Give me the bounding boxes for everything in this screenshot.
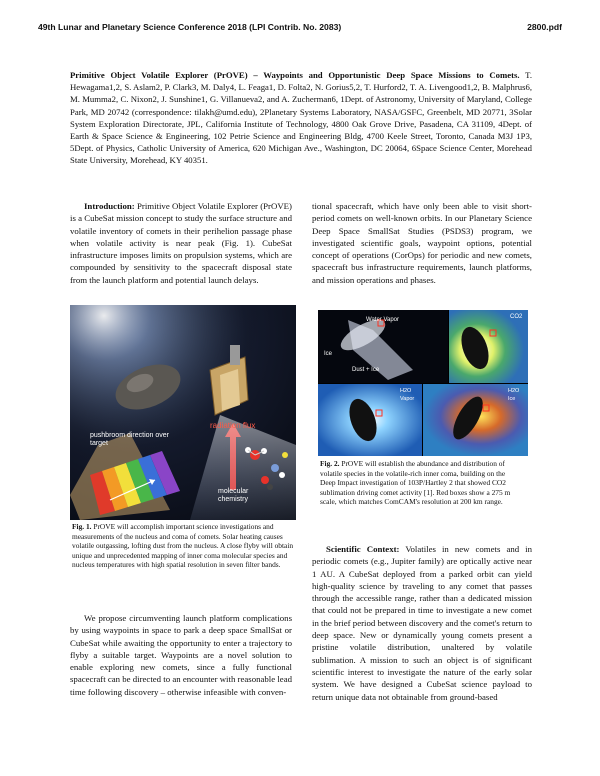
pushbroom-label: pushbroom direction over target <box>90 432 169 447</box>
h2o-vapor-label: H2O Vapor <box>400 388 415 402</box>
figure-2-image <box>318 310 528 456</box>
conference-title: 49th Lunar and Planetary Science Conference 2018 (LPI Contrib. No. 2083) <box>38 22 342 32</box>
right-intro-paragraph <box>312 200 532 286</box>
figure-1-caption <box>72 522 294 570</box>
intro-text: Primitive Object Volatile Explorer (PrOVE) is a CubeSat mission concept to study the surface structure and volatile inventory of comets in their perihelion passage phase when volatile activity is near peak (Fig. 1). CubeSat infrastructure imposes limits on propulsion systems, which are compounded by sensitivity to the spacecraft disposal state from the launch platform and potential launch delays. <box>70 201 292 285</box>
context-text: Volatiles in new comets and in periodic comets (e.g., Jupiter family) are optically active near 1 AU. A CubeSat deployed from a parked orbit can yield high-quality science by traveling to any comet that passes through the accessible range, rather than a dedicated mission that could not be prepared in time to investigate a new comet in the brief period between discovery and the comet's return to deep space. New or dynamically young comets present a pristine volatile distribution, unaltered by volatile sublimation. A mission to such an object is of significant scientific interest to investigate the nature of the early solar system. We have designed a CubeSat science payload to return unique data not obtainable from ground-based <box>312 544 533 702</box>
paper-title: Primitive Object Volatile Explorer (PrOVE) – Waypoints and Opportunistic Deep Space Missions to Comets. <box>70 70 520 80</box>
document-id: 2800.pdf <box>527 22 562 32</box>
figure-2-caption <box>320 459 520 507</box>
title-block <box>70 69 532 167</box>
page-header <box>38 22 562 32</box>
water-vapor-label: Water Vapor <box>366 317 400 323</box>
figure-2-caption-label: Fig. 2. <box>320 459 340 468</box>
intro-paragraph <box>70 200 292 286</box>
intro-heading: Introduction: <box>84 201 135 211</box>
co2-label: CO2 <box>510 314 523 320</box>
figure-2-panels <box>318 310 528 456</box>
figure-2-caption-text: PrOVE will establish the abundance and distribution of volatile species in the volatile-rich inner coma, building on the Deep Impact investigation of 103P/Hartley 2 that showed CO2 sublimation driving comet activity [1]. Red boxes show a 275 m scale, which matches ComCAM's resolution at 200 km range. <box>320 459 511 507</box>
waypoints-paragraph <box>70 612 292 698</box>
h2o-ice-label: H2O Ice <box>508 388 520 402</box>
figure-1-caption-text: PrOVE will accomplish important science investigations and measurements of the nucleus and coma of comets. Solar heating causes volatile outgassing, lofting dust from the nucleus. A close flyby will obtain unique and unprecedented mapping of inner coma molecular species and nucleus temperatures with high spatial resolution in seven filter bands. <box>72 522 294 570</box>
context-heading: Scientific Context: <box>326 544 400 554</box>
dust-ice-label: Dust + Ice <box>352 367 380 373</box>
author-list: T. Hewagama1,2, S. Aslam2, P. Clark3, M. Daly4, L. Feaga1, D. Folta2, N. Gorius5,2, T. Hurford2, T. A. Livengood1,2, B. Malphrus6, M. Mumma2, C. Nixon2, J. Sunshine1, G. Villanueva2, and A. Zucherman6, 1Dept. of Astronomy, University of Maryland, College Park, MD 20742 (correspondence: tilakh@umd.edu), 2Planetary Systems Laboratory, NASA/GSFC, Greenbelt, MD 20771, 3Solar System Exploration Directorate, JPL, California Institute of Technology, 4800 Oak Grove Drive, Pasadena, CA 31109, 4Dept. of Earth & Space Science & Engineering, 102 Petrie Science and Engineering Bldg, 4700 Keele Street, Toronto, Canada M3J 1P3, 5Dept. of Physics, Catholic University of America, 620 Michigan Ave., Washington, DC 20064, 6Space Science Center, Morehead State University, Morehead, KY 40351. <box>70 70 533 166</box>
radiation-flux-label: radiation flux <box>210 421 256 430</box>
waypoints-text: We propose circumventing launch platform complications by using waypoints in space to park a deep space SmallSat or CubeSat while awaiting the opportunity to enter a trajectory to flyby a suitable target. Waypoints are a novel solution to enable exploring new comets, since a fully functional spacecraft can be directed to an encounter with reasonable lead time following discovery – otherwise infeasible with conven- <box>70 613 293 697</box>
context-paragraph <box>312 543 532 703</box>
figure-1-image <box>70 305 296 520</box>
figure-1-caption-label: Fig. 1. <box>72 522 92 531</box>
molecular-chemistry-label: molecular chemistry <box>218 488 249 503</box>
right-intro-text: tional spacecraft, which have only been able to visit short-period comets on well-known orbits. In our Planetary Science Deep Space SmallSat Studies (PSDS3) program, we investigated scientific goals, waypoint options, potential concept of operations (CorOps) for periodic and new comets, spacecraft bus infrastructure requirements, launch platforms, and mission operations and phases. <box>312 201 532 285</box>
ice-label: Ice <box>324 351 333 357</box>
